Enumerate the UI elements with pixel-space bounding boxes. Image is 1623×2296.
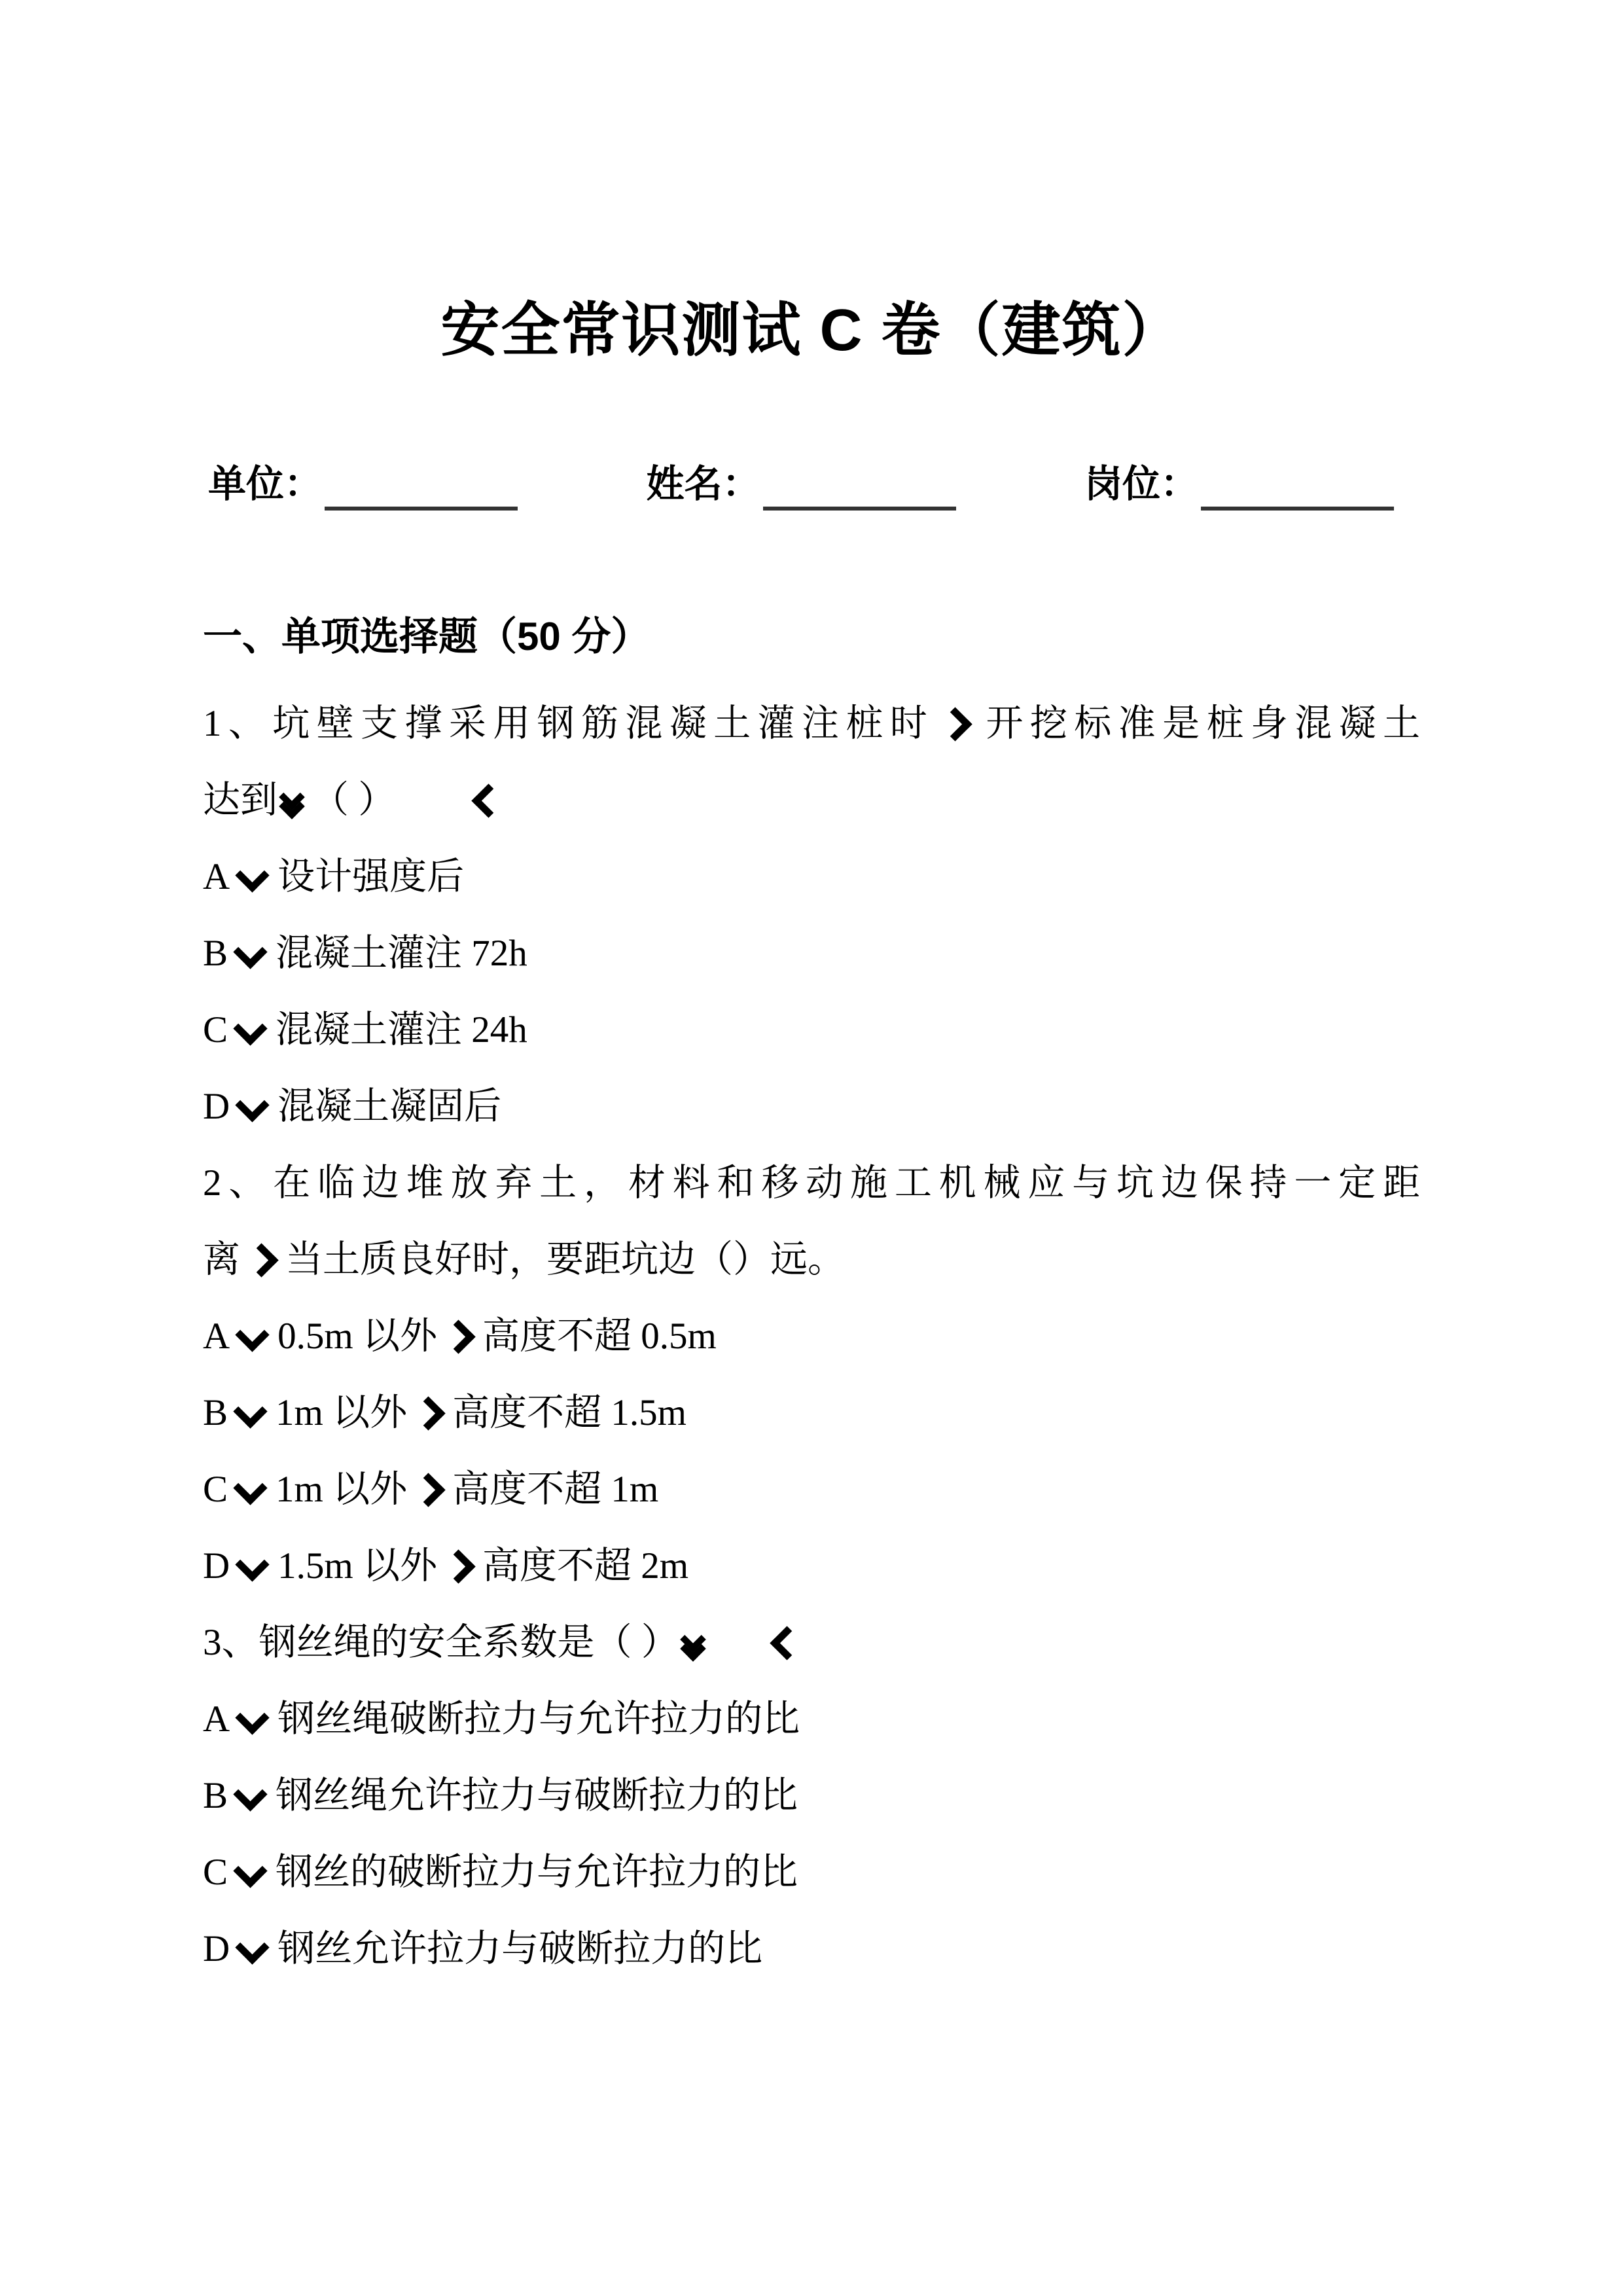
question-1-option-a: A 设计强度后 (203, 856, 465, 897)
down-chevron-icon (233, 1012, 267, 1046)
left-chevron-icon (770, 1626, 804, 1660)
right-chevron-icon (244, 1244, 278, 1278)
down-chevron-icon (233, 1471, 267, 1505)
question-1-option-c: C 混凝土灌注 24h (203, 1009, 527, 1050)
page-title: 安全常识测试 C 卷（建筑） (440, 298, 1183, 363)
question-2-option-c: C 1m 以外 高度不超 1m (203, 1469, 659, 1510)
header-fields (208, 458, 1394, 511)
down-chevron-icon (233, 1778, 267, 1812)
question-3-option-a: A 钢丝绳破断拉力与允许拉力的比 (203, 1698, 800, 1740)
down-chevron-icon (236, 1931, 270, 1965)
question-3-option-c: C 钢丝的破断拉力与允许拉力的比 (203, 1852, 798, 1893)
question-2-option-a: A 0.5m 以外 高度不超 0.5m (203, 1316, 717, 1357)
question-1-option-b: B 混凝土灌注 72h (203, 933, 527, 974)
field-name (646, 458, 955, 511)
question-2-option-d: D 1.5m 以外 高度不超 2m (203, 1545, 689, 1587)
question-2-line-2: 离 当土质良好时，要距坑边（）远。 (203, 1239, 845, 1280)
down-chevron-icon (233, 1395, 267, 1429)
name-blank-line (763, 459, 956, 511)
section-heading: 一、单项选择题（50 分） (203, 615, 651, 658)
right-chevron-icon (441, 1550, 475, 1584)
right-chevron-icon (441, 1320, 475, 1354)
down-chevron-icon (236, 1088, 270, 1122)
post-label: 岗位： (1084, 463, 1198, 505)
double-down-chevron-icon (283, 788, 301, 816)
question-lines (203, 685, 1420, 1987)
down-chevron-icon (236, 1548, 270, 1582)
question-2-option-b: B 1m 以外 高度不超 1.5m (203, 1392, 687, 1433)
right-chevron-icon (938, 708, 972, 742)
question-2-line-1: 2、在临边堆放弃土，材料和移动施工机械应与坑边保持一定距 (203, 1162, 1420, 1204)
left-chevron-icon (472, 784, 506, 818)
question-1-option-d: D 混凝土凝固后 (203, 1086, 502, 1127)
unit-label: 单位： (208, 463, 323, 505)
down-chevron-icon (233, 1854, 267, 1888)
down-chevron-icon (236, 1701, 270, 1735)
field-unit (208, 458, 518, 511)
question-3-line-1: 3、钢丝绳的安全系数是（ ） (203, 1604, 1420, 1681)
post-blank-line (1201, 459, 1394, 511)
question-3-option-b: B 钢丝绳允许拉力与破断拉力的比 (203, 1775, 798, 1816)
down-chevron-icon (236, 859, 270, 893)
question-1-line-1: 1、坑壁支撑采用钢筋混凝土灌注桩时 开挖标准是桩身混凝土 (203, 703, 1421, 744)
question-3-option-d: D 钢丝允许拉力与破断拉力的比 (203, 1928, 763, 1969)
double-down-chevron-icon (684, 1630, 702, 1658)
question-1-line-2: 达到 （ ） (203, 762, 1420, 838)
field-post (1084, 458, 1394, 511)
down-chevron-icon (233, 935, 267, 969)
name-label: 姓名： (646, 463, 760, 505)
unit-blank-line (325, 459, 518, 511)
down-chevron-icon (236, 1318, 270, 1352)
right-chevron-icon (411, 1397, 445, 1431)
right-chevron-icon (411, 1473, 445, 1507)
